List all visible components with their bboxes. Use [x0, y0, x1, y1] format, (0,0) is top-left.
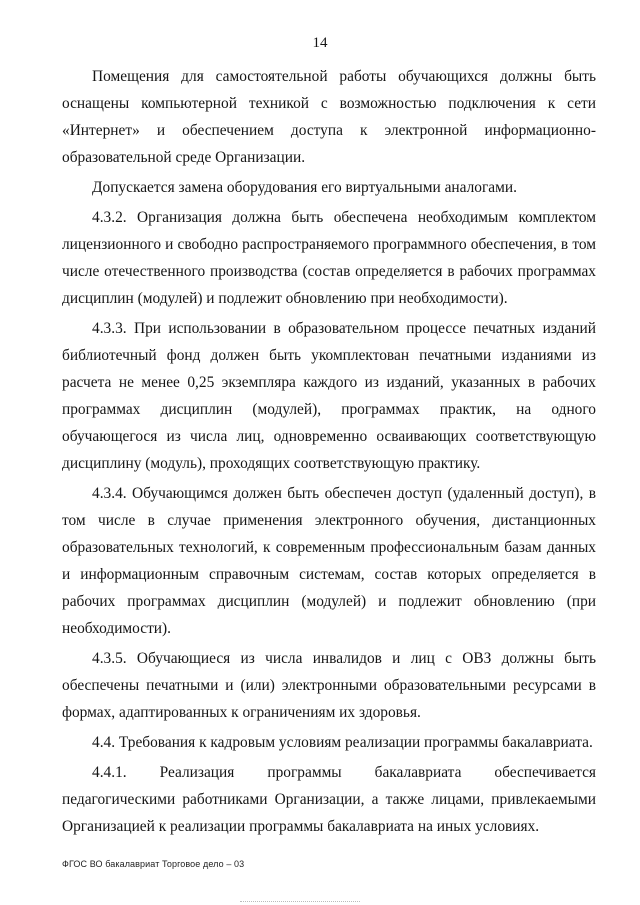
paragraph-4-3-3: 4.3.3. При использовании в образовательном процессе печатных изданий библиотечный фонд должен быть укомплектован печатными изданиями из расчета не менее 0,25 экземпляра каждого из изданий, указанных в рабочих программах дисциплин (модулей), программах практик, на одного обучающегося из числа лиц, одновременно осваивающих соответствующую дисциплину (модуль), проходящих соответствующую практику.: [62, 320, 596, 472]
page-number: 14: [312, 35, 328, 51]
scan-edge-mark: [240, 901, 360, 905]
paragraph-4-4-1: 4.4.1. Реализация программы бакалавриата обеспечивается педагогическими работниками Организации, а также лицами, привлекаемыми Организацией к реализации программы бакалавриата на иных условиях.: [62, 764, 596, 835]
paragraph-4-4: 4.4. Требования к кадровым условиям реализации программы бакалавриата.: [92, 734, 593, 751]
paragraph-4-3-2: 4.3.2. Организация должна быть обеспечена необходимым комплектом лицензионного и свободно распространяемого программного обеспечения, в том числе отечественного производства (состав определяется в рабочих программах дисциплин (модулей) и подлежит обновлению при необходимости).: [62, 209, 596, 307]
paragraph-4-3-4: 4.3.4. Обучающимся должен быть обеспечен доступ (удаленный доступ), в том числе в случае применения электронного обучения, дистанционных образовательных технологий, к современным профессиональным базам данных и информационным справочным системам, состав которых определяется в рабочих программах дисциплин (модулей) и подлежит обновлению (при необходимости).: [62, 485, 596, 637]
paragraph-rooms: Помещения для самостоятельной работы обучающихся должны быть оснащены компьютерной техникой с возможностью подключения к сети «Интернет» и обеспечением доступа к электронной информационно-образовательной среде Организации.: [62, 68, 596, 166]
paragraph-4-3-5: 4.3.5. Обучающиеся из числа инвалидов и лиц с ОВЗ должны быть обеспечены печатными и (или) электронными образовательными ресурсами в формах, адаптированных к ограничениям их здоровья.: [62, 650, 596, 721]
document-body: [62, 63, 596, 840]
page-footer: ФГОС ВО бакалавриат Торговое дело – 03: [62, 859, 245, 869]
paragraph-virtual-analogs: Допускается замена оборудования его виртуальными аналогами.: [92, 179, 517, 196]
